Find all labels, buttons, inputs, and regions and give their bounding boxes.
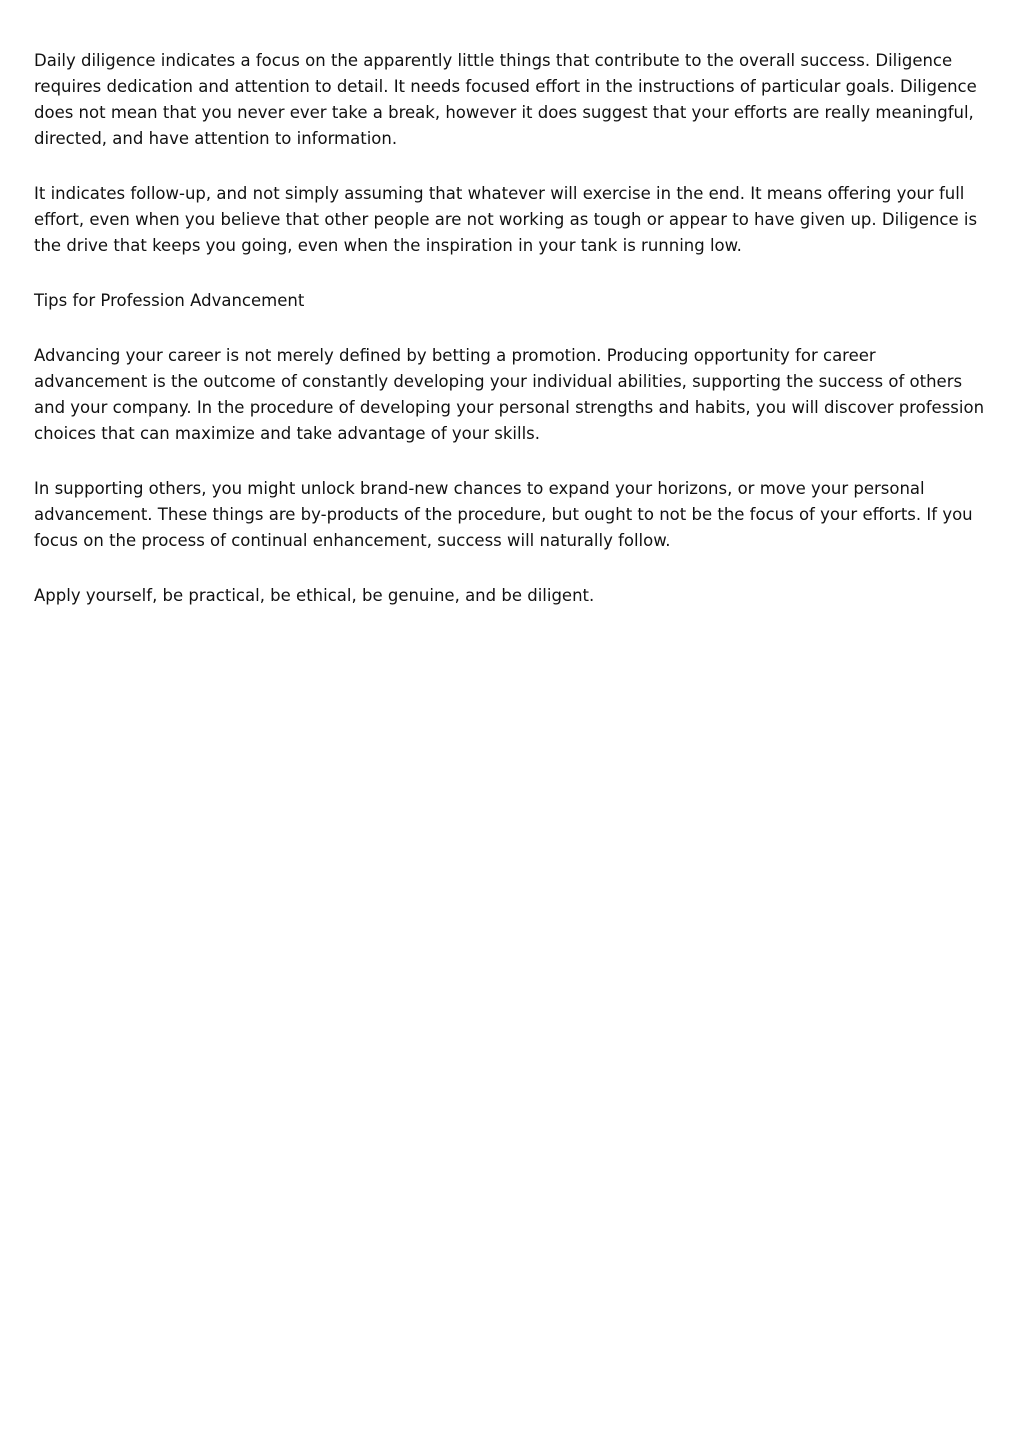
paragraph-supporting-others: In supporting others, you might unlock brand-new chances to expand your horizons, or move your personal advancement. These things are by-products of the procedure, but ought to not be the focus of your efforts. If you focus on the process of continual enhancement, success will naturally follow. — [34, 479, 973, 550]
paragraph-career-advancement: Advancing your career is not merely defined by betting a promotion. Producing opportunity for career advancement is the outcome of constantly developing your individual abilities, supporting the success of others and your company. In the procedure of developing your personal strengths and habits, you will discover profession choices that can maximize and take advantage of your skills. — [34, 346, 985, 443]
document-page — [34, 48, 990, 638]
section-heading-tips: Tips for Profession Advancement — [34, 291, 305, 310]
paragraph-daily-diligence: Daily diligence indicates a focus on the apparently little things that contribute to the overall success. Diligence requires dedication and attention to detail. It needs focused effort in the instructions of particular goals. Diligence does not mean that you never ever take a break, however it does suggest that your efforts are really meaningful, directed, and have attention to information. — [34, 51, 977, 148]
paragraph-closing: Apply yourself, be practical, be ethical, be genuine, and be diligent. — [34, 586, 595, 605]
paragraph-follow-up: It indicates follow-up, and not simply assuming that whatever will exercise in the end. It means offering your full effort, even when you believe that other people are not working as tough or appear to have given up. Diligence is the drive that keeps you going, even when the inspiration in your tank is running low. — [34, 184, 978, 255]
